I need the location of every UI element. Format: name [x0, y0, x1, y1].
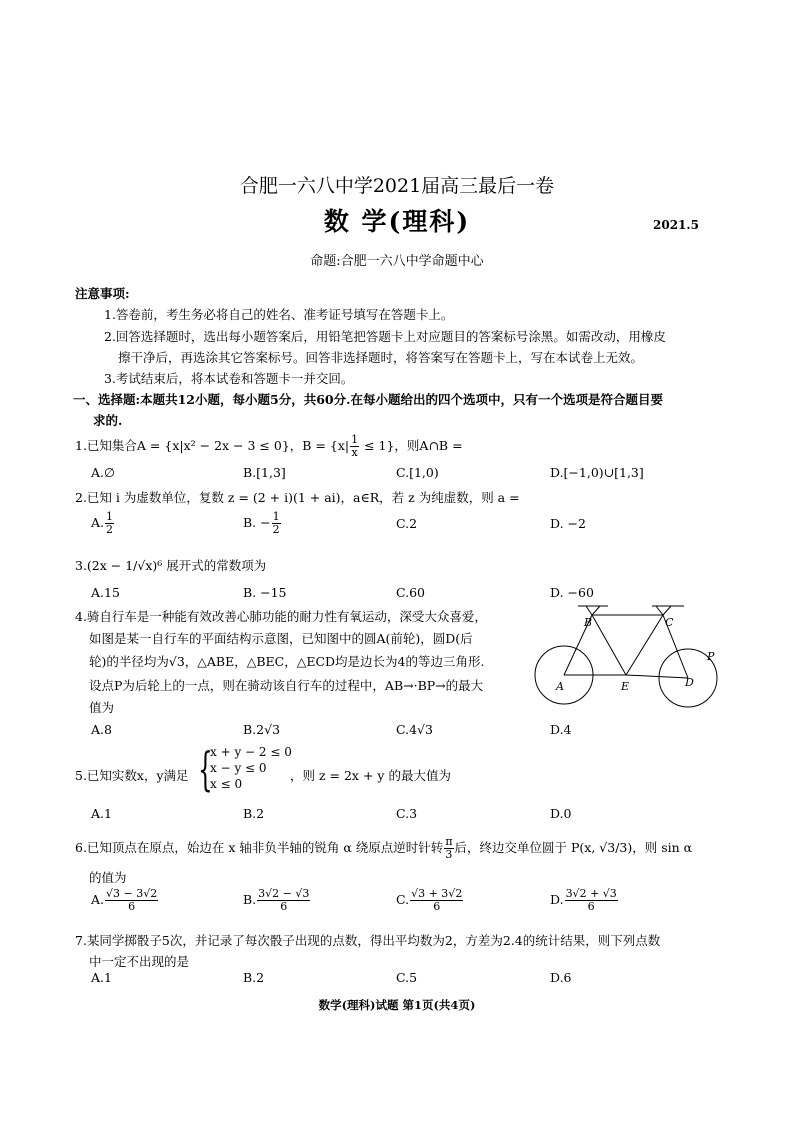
q4-option-c: C.4√3 [396, 722, 433, 737]
q5-brace: { [198, 742, 213, 796]
q4-line-1: 4.骑自行车是一种能有效改善心肺功能的耐力性有氧运动，深受大众喜爱， [75, 609, 487, 624]
q3-stem: 3.(2x − 1/√x)⁶ 展开式的常数项为 [75, 558, 267, 573]
q5-stem-prefix: 5.已知实数x，y满足 [75, 768, 189, 783]
label-c: C [665, 616, 674, 629]
q4-line-4: 设点P为后轮上的一点，则在骑动该自行车的过程中，AB→·BP→的最大 [89, 678, 484, 693]
q6-stem: 6.已知顶点在原点，始边在 x 轴非负半轴的锐角 α 绕原点逆时针转 $\frac{\pi}{3}$ 后，终边交单位圆于 P(x, √3/3)，则 sin α [75, 835, 693, 861]
q5-stem-tail: ，则 z = 2x + y 的最大值为 [290, 768, 451, 783]
section1-heading-cont: 求的. [93, 413, 123, 428]
q1-option-a: A.∅ [91, 465, 115, 480]
label-p: P [707, 650, 715, 663]
q1-option-c: C.[1,0) [396, 465, 439, 480]
q7-option-c: C.5 [396, 970, 418, 985]
q7-option-a: A.1 [91, 970, 112, 985]
q1-option-b: B.[1,3] [243, 465, 286, 480]
q5-system: x + y − 2 ≤ 0 x − y ≤ 0 x ≤ 0 [210, 745, 292, 791]
q7-stem: 7.某同学掷骰子5次，并记录了每次骰子出现的点数，得出平均数为2，方差为2.4的统计结果，则下列点数 [75, 933, 661, 948]
label-a: A [556, 680, 564, 693]
q2-option-a: A. $\frac{1}{2}$ [91, 510, 114, 536]
q2-stem: 2.已知 i 为虚数单位，复数 z = (2 + i)(1 + ai)，a∈R，若 z 为纯虚数，则 a = [75, 490, 520, 505]
section1-heading: 一、选择题:本题共12小题，每小题5分，共60分.在每小题给出的四个选项中，只有一个选项是符合题目要 [73, 392, 663, 407]
q5-option-c: C.3 [396, 806, 418, 821]
label-e: E [621, 680, 630, 693]
q7-option-d: D.6 [550, 970, 572, 985]
q2-option-b: B. − $\frac{1}{2}$ [243, 510, 280, 536]
q7-stem-cont: 中一定不出现的是 [89, 954, 190, 969]
notice-item-3: 3.考试结束后，将本试卷和答题卡一并交回。 [104, 371, 354, 386]
q5-option-b: B.2 [243, 806, 265, 821]
seat-tube-line [626, 615, 663, 675]
q3-option-c: C.60 [396, 585, 425, 600]
q6-option-b: B. $\frac{3√2 - √3}{6}$ [243, 887, 310, 913]
author-line: 命题:合肥一六八中学命题中心 [310, 254, 484, 269]
q3-option-d: D. −60 [550, 585, 594, 600]
q6-option-c: C. $\frac{√3 + 3√2}{6}$ [396, 887, 463, 913]
label-b: B [584, 616, 593, 629]
q4-option-b: B.2√3 [243, 722, 281, 737]
q5-option-a: A.1 [91, 806, 112, 821]
q7-option-b: B.2 [243, 970, 265, 985]
q1-option-d: D.[−1,0)∪[1,3] [550, 465, 644, 480]
down-tube-line [592, 615, 626, 675]
q4-line-3: 轮)的半径均为√3，△ABE，△BEC，△ECD均是边长为4的等边三角形. [89, 654, 485, 669]
q4-line-2: 如图是某一自行车的平面结构示意图，已知图中的圆A(前轮)，圆D(后 [89, 631, 473, 646]
notice-item-2-cont: 擦干净后，再选涂其它答案标号。回答非选择题时，将答案写在答题卡上，写在本试卷上无效。 [118, 350, 644, 365]
q1-stem: 1.已知集合A = {x|x² − 2x − 3 ≤ 0}，B = {x| $\frac{1}{x}$ ≤ 1}，则A∩B = [75, 433, 463, 459]
q2-option-c: C.2 [396, 516, 418, 531]
q3-option-a: A.15 [91, 585, 120, 600]
q6-stem-cont: 的值为 [89, 870, 127, 885]
school-title: 合肥一六八中学2021届高三最后一卷 [239, 175, 555, 197]
q3-option-b: B. −15 [243, 585, 287, 600]
label-d: D [685, 676, 694, 689]
page-footer: 数学(理科)试题 第1页(共4页) [318, 998, 476, 1012]
notice-heading: 注意事项: [75, 286, 130, 301]
notice-item-1: 1.答卷前，考生务必将自己的姓名、准考证号填写在答题卡上。 [104, 307, 454, 322]
chain-stay-line [626, 675, 688, 678]
q6-option-a: A. $\frac{√3 - 3√2}{6}$ [91, 887, 158, 913]
q4-option-d: D.4 [550, 722, 572, 737]
q6-option-d: D. $\frac{3√2 + √3}{6}$ [550, 887, 617, 913]
q4-line-5: 值为 [89, 700, 115, 715]
notice-item-2: 2.回答选择题时，选出每小题答案后，用铅笔把答题卡上对应题目的答案标号涂黑。如需改动，用橡皮 [104, 329, 666, 344]
exam-date: 2021.5 [653, 218, 699, 232]
bicycle-figure [532, 602, 722, 708]
q4-option-a: A.8 [91, 722, 112, 737]
q5-option-d: D.0 [550, 806, 572, 821]
q2-option-d: D. −2 [550, 516, 586, 531]
subject-title: 数 学(理科) [323, 207, 471, 236]
